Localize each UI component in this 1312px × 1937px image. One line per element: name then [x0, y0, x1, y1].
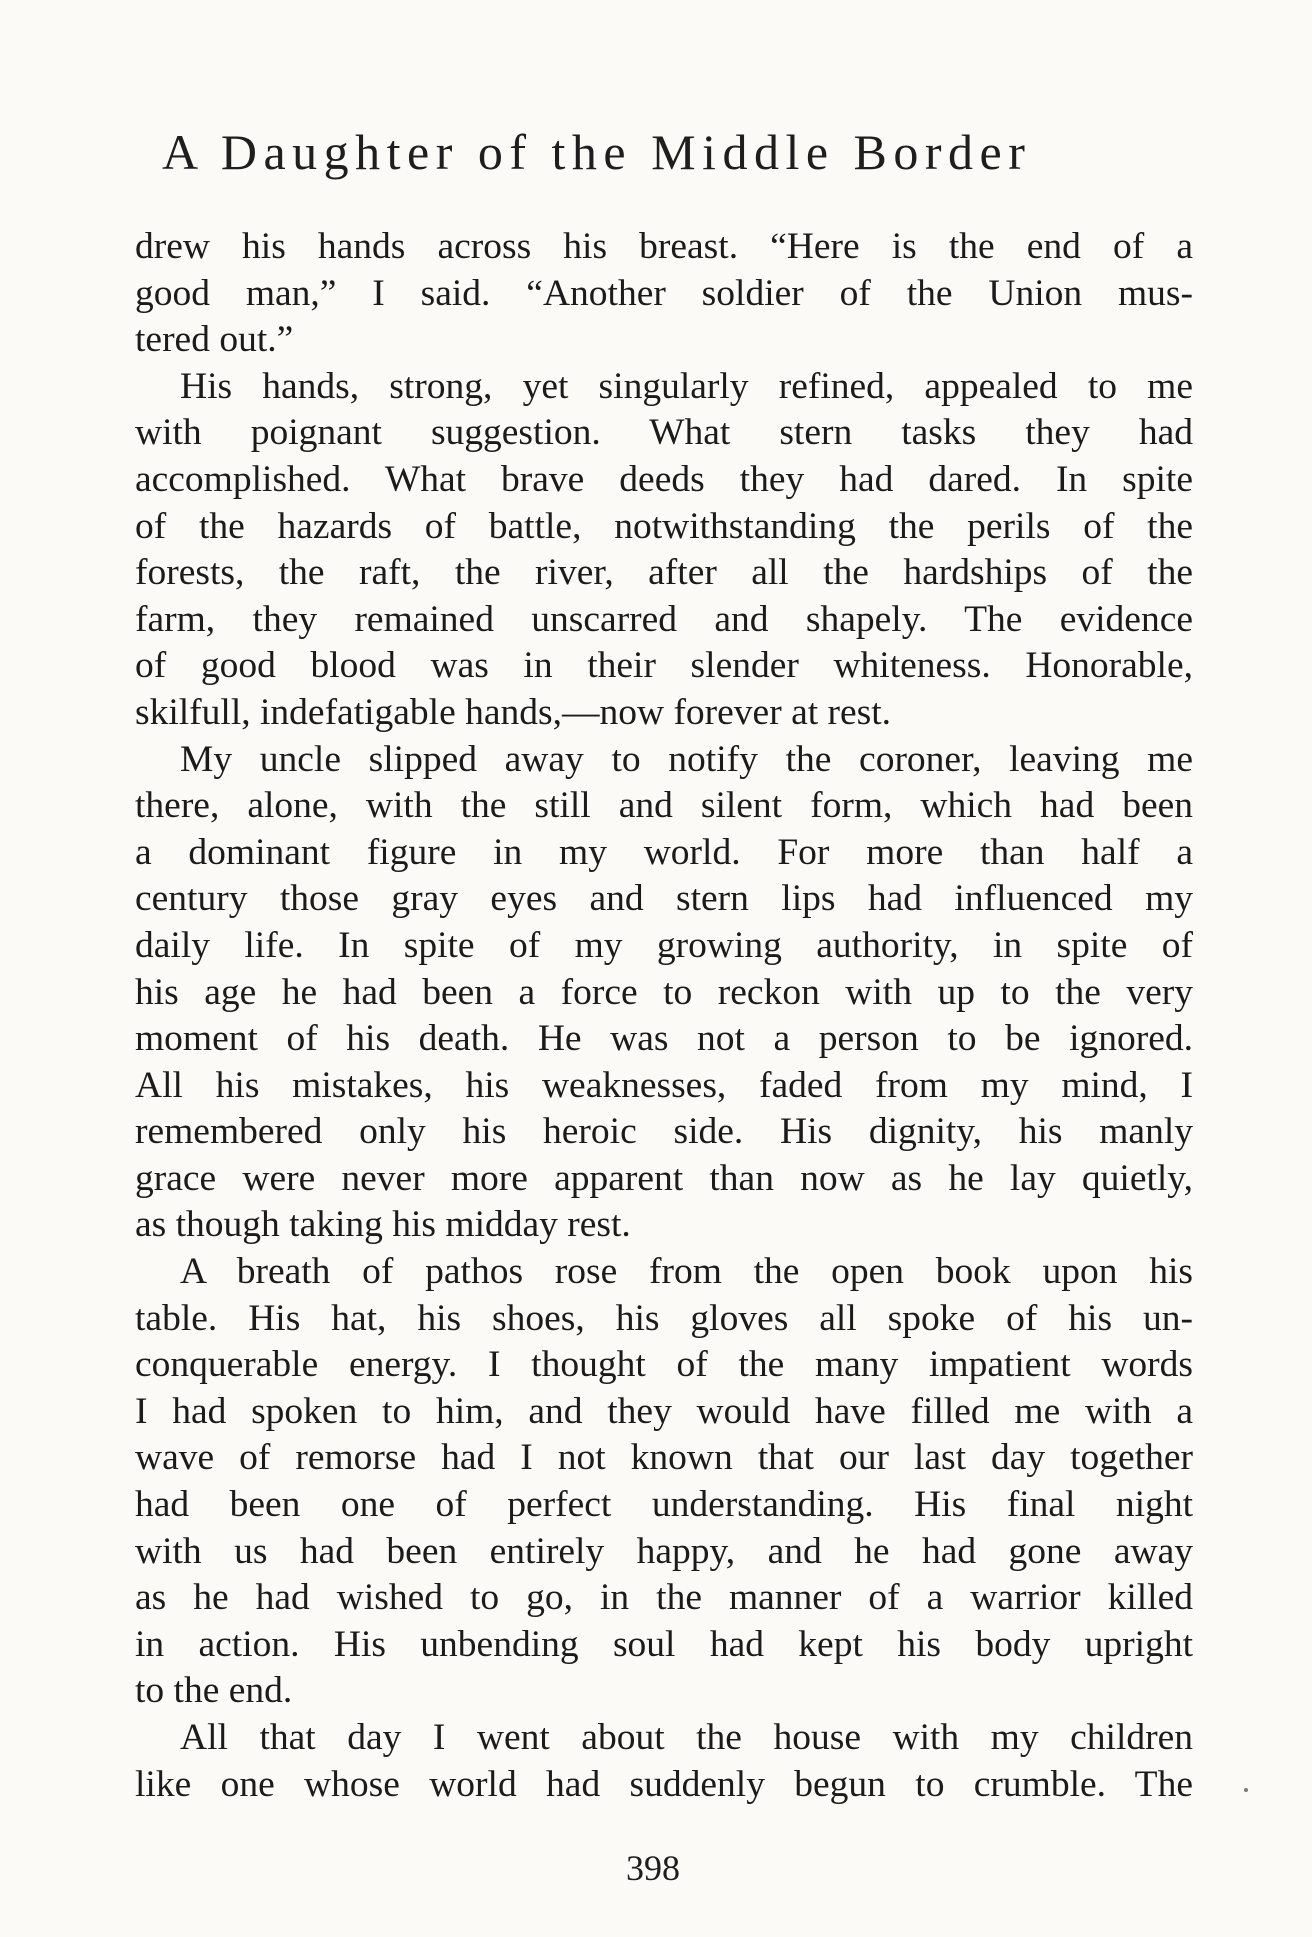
text-line: All that day I went about the house with my children: [180, 1717, 1193, 1758]
body-text: [135, 224, 1193, 1808]
text-line: All his mistakes, his weaknesses, faded from my mind, I: [135, 1064, 1193, 1106]
text-line: like one whose world had suddenly begun to crumble. The: [135, 1763, 1193, 1805]
text-line: daily life. In spite of my growing authority, in spite of: [135, 924, 1193, 966]
text-line: table. His hat, his shoes, his gloves all spoke of his un-: [135, 1297, 1193, 1339]
text-line: to the end.: [135, 1670, 293, 1712]
text-line: I had spoken to him, and they would have filled me with a: [135, 1390, 1193, 1432]
text-line: drew his hands across his breast. “Here is the end of a: [135, 226, 1193, 267]
text-line: with poignant suggestion. What stern tasks they had: [135, 412, 1193, 454]
text-line: A breath of pathos rose from the open book upon his: [180, 1251, 1193, 1293]
text-line: farm, they remained unscarred and shapely. The evidence: [135, 598, 1193, 640]
text-line: century those gray eyes and stern lips had influenced my: [135, 878, 1193, 920]
text-line: his age he had been a force to reckon with up to the very: [135, 971, 1193, 1013]
text-line: had been one of perfect understanding. His final night: [135, 1484, 1193, 1526]
text-line: skilfull, indefatigable hands,—now forever at rest.: [135, 691, 892, 733]
text-line: forests, the raft, the river, after all the hardships of the: [135, 552, 1193, 594]
text-line: in action. His unbending soul had kept his body upright: [135, 1623, 1193, 1665]
text-line: His hands, strong, yet singularly refined, appealed to me: [180, 365, 1193, 407]
text-line: remembered only his heroic side. His dignity, his manly: [135, 1111, 1193, 1153]
text-line: of good blood was in their slender whiteness. Honorable,: [135, 645, 1193, 687]
text-line: grace were never more apparent than now as he lay quietly,: [135, 1157, 1193, 1199]
ink-speck: [1244, 1788, 1248, 1792]
text-line: as though taking his midday rest.: [135, 1204, 631, 1246]
text-line: a dominant figure in my world. For more than half a: [135, 831, 1193, 873]
page-number: 398: [626, 1848, 680, 1888]
text-line: as he had wished to go, in the manner of a warrior killed: [135, 1577, 1193, 1619]
text-line: there, alone, with the still and silent form, which had been: [135, 785, 1193, 827]
text-line: good man,” I said. “Another soldier of the Union mus-: [135, 272, 1193, 314]
text-line: accomplished. What brave deeds they had dared. In spite: [135, 458, 1193, 500]
text-line: moment of his death. He was not a person to be ignored.: [135, 1018, 1193, 1060]
text-line: conquerable energy. I thought of the many impatient words: [135, 1344, 1193, 1386]
text-line: of the hazards of battle, notwithstanding the perils of the: [135, 505, 1193, 547]
text-line: My uncle slipped away to notify the coroner, leaving me: [180, 738, 1193, 780]
text-line: with us had been entirely happy, and he had gone away: [135, 1530, 1193, 1572]
text-line: wave of remorse had I not known that our last day together: [135, 1437, 1193, 1479]
running-head: A Daughter of the Middle Border: [162, 124, 1032, 180]
text-line: tered out.”: [135, 319, 294, 361]
